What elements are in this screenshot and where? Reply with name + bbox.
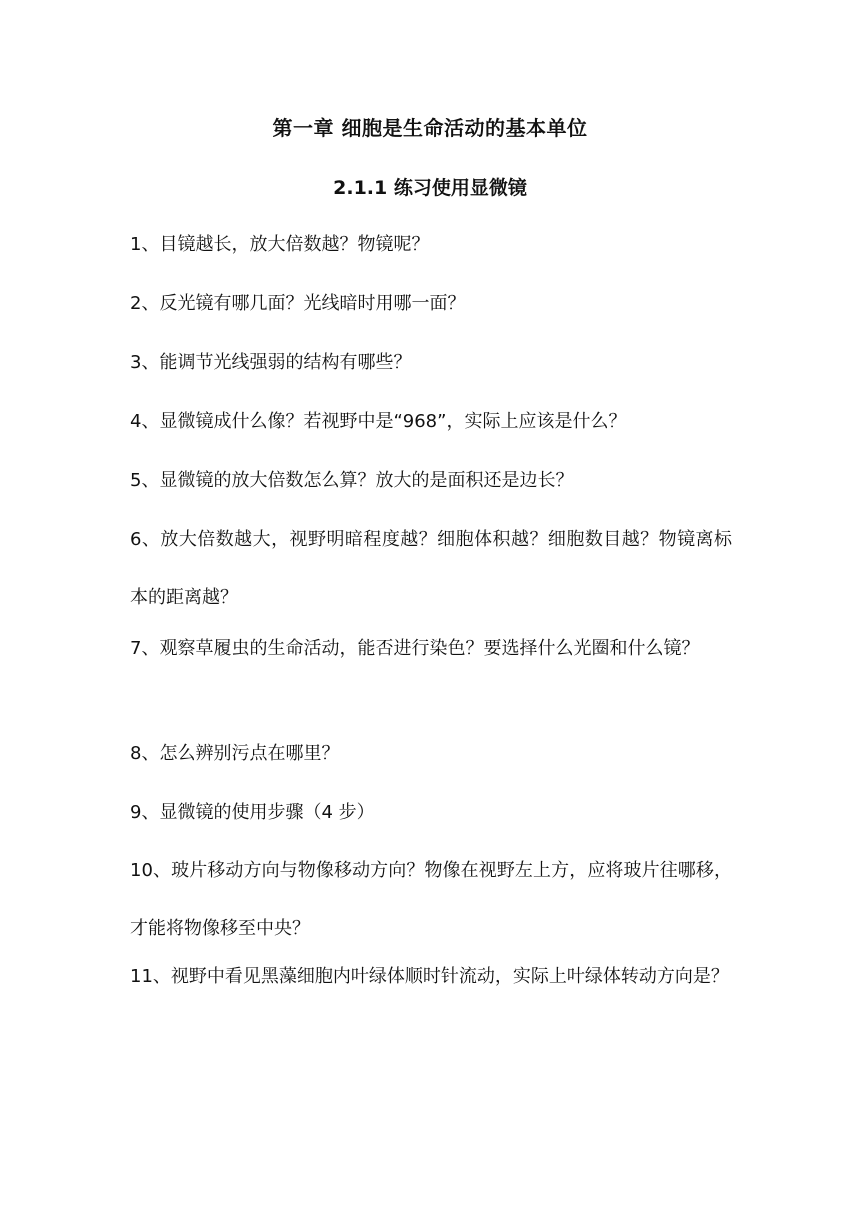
question-5: 5、显微镜的放大倍数怎么算？放大的是面积还是边长？ [130, 470, 574, 491]
question-8: 8、怎么辨别污点在哪里？ [130, 743, 340, 764]
question-4: 4、显微镜成什么像？若视野中是“968”，实际上应该是什么？ [130, 411, 627, 432]
question-11: 11、视野中看见黑藻细胞内叶绿体顺时针流动，实际上叶绿体转动方向是？ [130, 966, 729, 987]
question-2: 2、反光镜有哪几面？光线暗时用哪一面？ [130, 293, 466, 314]
question-10: 10、玻片移动方向与物像移动方向？物像在视野左上方，应将玻片往哪移，才能将物像移至中央？ [130, 860, 732, 939]
question-9: 9、显微镜的使用步骤（4 步） [130, 802, 375, 823]
chapter-title: 第一章 细胞是生命活动的基本单位 [272, 116, 588, 140]
question-1: 1、目镜越长，放大倍数越？物镜呢？ [130, 234, 430, 255]
question-7: 7、观察草履虫的生命活动，能否进行染色？要选择什么光圈和什么镜？ [130, 638, 700, 659]
question-6: 6、放大倍数越大，视野明暗程度越？细胞体积越？细胞数目越？物镜离标本的距离越？ [130, 529, 732, 608]
question-3: 3、能调节光线强弱的结构有哪些？ [130, 352, 412, 373]
section-title: 2.1.1 练习使用显微镜 [333, 177, 527, 199]
